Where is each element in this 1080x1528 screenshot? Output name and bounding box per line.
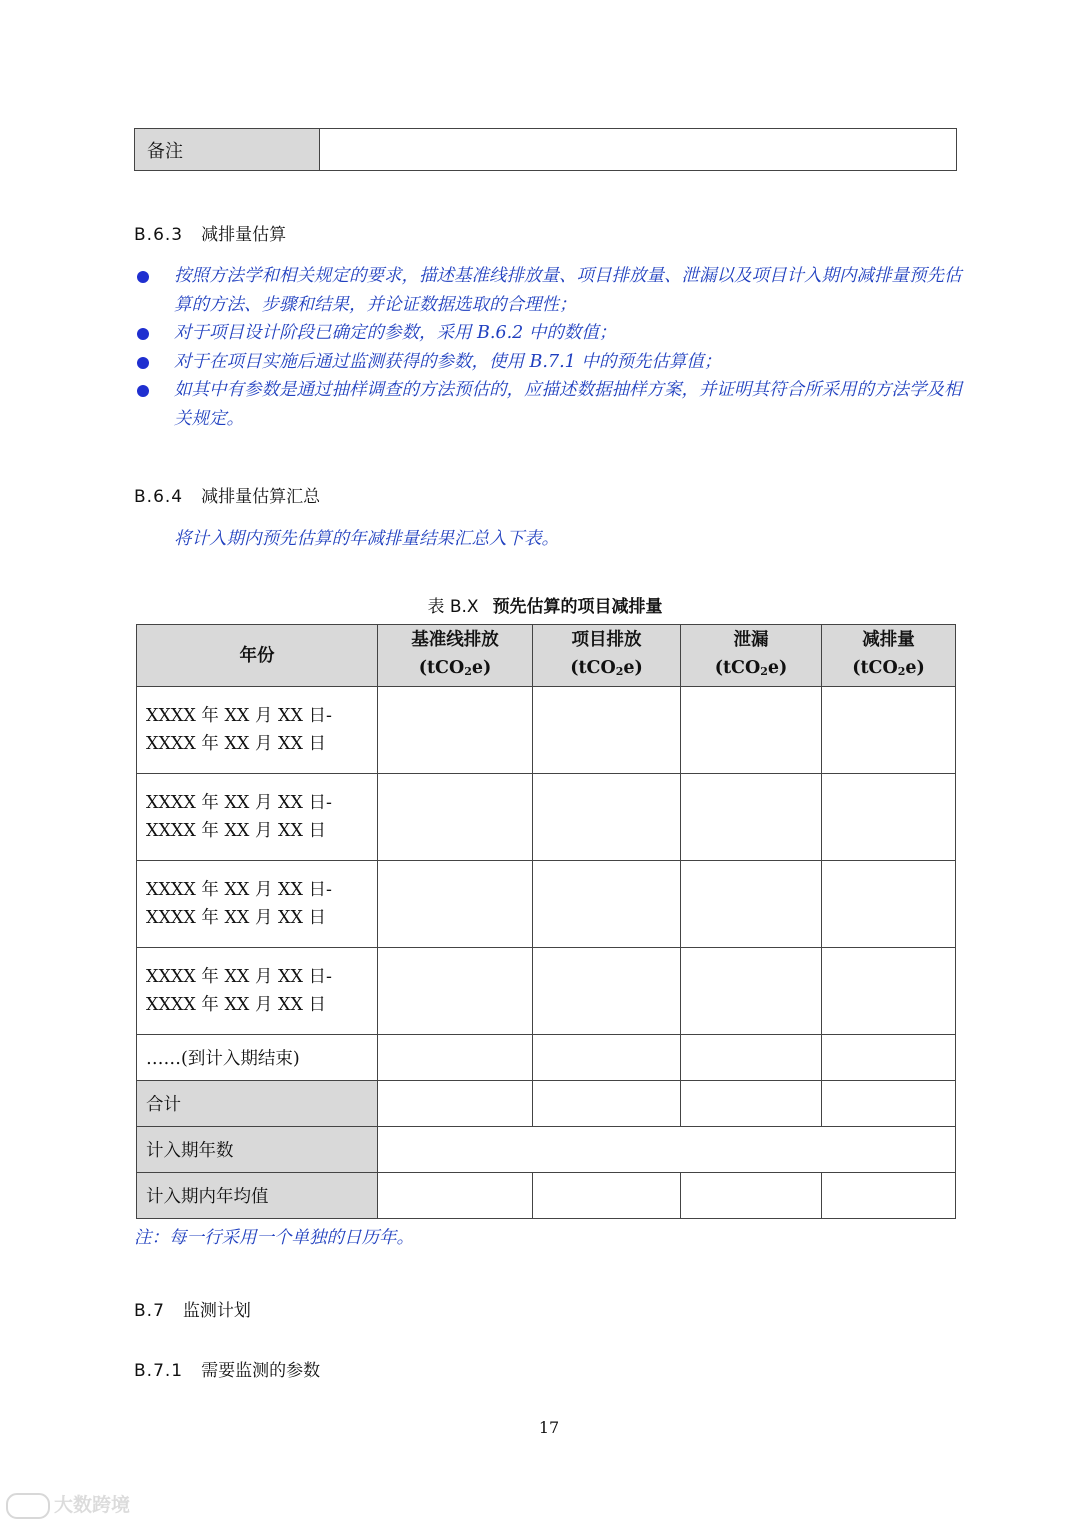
cell-leakage [681,774,822,861]
row-years-value [378,1127,956,1173]
cell-leakage [681,687,822,774]
section-heading-b63 [134,220,286,245]
cell-project [533,948,681,1035]
section-number: B.6.4 [134,487,184,507]
bullet-dot-icon [137,385,149,397]
table-intro: 将计入期内预先估算的年减排量结果汇总入下表。 [174,529,559,549]
header-leakage: 泄漏 (tCO$_2$e) [681,625,822,687]
caption-number: 表 B.X [427,597,479,617]
cell-baseline [378,861,533,948]
remark-label: 备注 [135,129,320,171]
section-heading-b71 [134,1356,320,1381]
cell-leakage [681,861,822,948]
row-years-label: 计入期年数 [137,1127,378,1173]
cell-project [533,687,681,774]
table-caption [0,592,1080,617]
bullet-item: 对于项目设计阶段已确定的参数，采用 B.6.2 中的数值； [134,319,964,348]
row-period: XXXX 年 XX 月 XX 日- XXXX 年 XX 月 XX 日 [137,861,378,948]
cell-reduction [822,861,956,948]
row-period: XXXX 年 XX 月 XX 日- XXXX 年 XX 月 XX 日 [137,774,378,861]
watermark-logo-icon [6,1493,50,1519]
bullet-dot-icon [137,271,149,283]
header-year: 年份 [137,625,378,687]
remark-table [134,128,957,171]
cell-leakage [681,948,822,1035]
header-baseline: 基准线排放 (tCO$_2$e) [378,625,533,687]
bullet-item: 如其中有参数是通过抽样调查的方法预估的，应描述数据抽样方案，并证明其符合所采用的方法学及相关规定。 [134,376,964,433]
row-period: XXXX 年 XX 月 XX 日- XXXX 年 XX 月 XX 日 [137,687,378,774]
section-heading-b64 [134,482,320,507]
cell-baseline [378,948,533,1035]
section-number: B.7.1 [134,1361,184,1381]
table-row-years [137,1127,956,1173]
table-header-row [137,625,956,687]
table-note: 注：每一行采用一个单独的日历年。 [134,1228,414,1248]
row-period: XXXX 年 XX 月 XX 日- XXXX 年 XX 月 XX 日 [137,948,378,1035]
bullet-item: 对于在项目实施后通过监测获得的参数，使用 B.7.1 中的预先估算值； [134,348,964,377]
cell-baseline [378,774,533,861]
header-project: 项目排放 (tCO$_2$e) [533,625,681,687]
bullet-dot-icon [137,357,149,369]
reduction-table [136,624,956,1219]
table-row-total [137,1081,956,1127]
table-row [137,774,956,861]
header-reduction: 减排量 (tCO$_2$e) [822,625,956,687]
section-title: 需要监测的参数 [201,1361,321,1381]
caption-title: 预先估算的项目减排量 [492,597,663,617]
bullet-list [134,262,964,433]
section-title: 减排量估算 [201,225,287,245]
watermark: 大数跨境 [6,1490,146,1520]
row-average-label: 计入期内年均值 [137,1173,378,1219]
row-total-label: 合计 [137,1081,378,1127]
bullet-dot-icon [137,328,149,340]
section-number: B.7 [134,1301,165,1321]
remark-value [320,129,957,171]
section-heading-b7 [134,1296,251,1321]
table-row [137,861,956,948]
cell-baseline [378,687,533,774]
table-row [137,687,956,774]
row-until-end-label: ……(到计入期结束) [137,1035,378,1081]
table-row-average [137,1173,956,1219]
cell-project [533,774,681,861]
section-title: 监测计划 [182,1301,251,1321]
page-number: 17 [538,1418,560,1437]
cell-reduction [822,948,956,1035]
cell-reduction [822,687,956,774]
cell-reduction [822,774,956,861]
cell-project [533,861,681,948]
section-title: 减排量估算汇总 [201,487,321,507]
table-row [137,948,956,1035]
section-number: B.6.3 [134,225,184,245]
bullet-item: 按照方法学和相关规定的要求，描述基准线排放量、项目排放量、泄漏以及项目计入期内减排量预先估算的方法、步骤和结果，并论证数据选取的合理性； [134,262,964,319]
table-row-until-end [137,1035,956,1081]
